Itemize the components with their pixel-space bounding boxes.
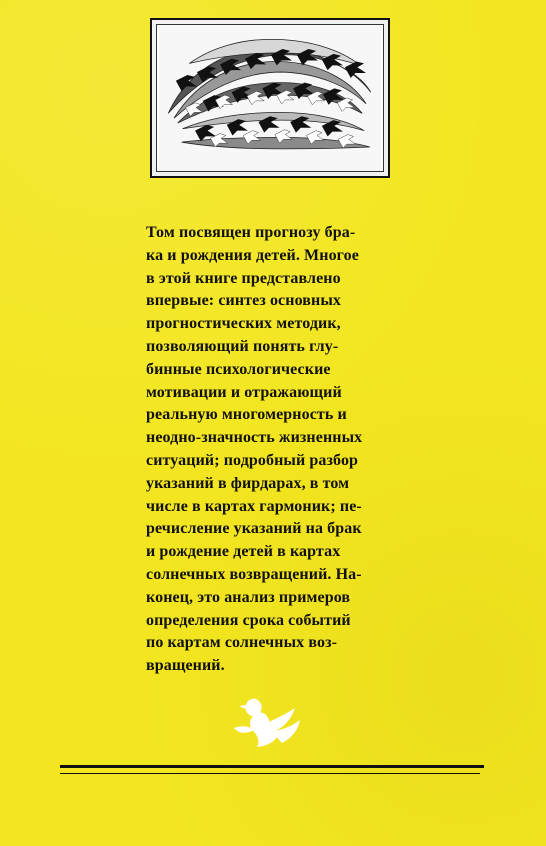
- swan-icon: [228, 693, 306, 751]
- description-line-3: в этой книге представлено: [146, 269, 341, 287]
- description-line-15: и рождение детей в картах: [146, 543, 341, 561]
- description-line-7: бинные психологические: [146, 360, 331, 378]
- description-line-12: указаний в фирдарах, в том: [146, 474, 350, 492]
- tessellation-illustration: [156, 24, 384, 172]
- bottom-rule-thick: [60, 765, 484, 768]
- description-line-16: солнечных возвращений. На-: [146, 565, 362, 583]
- description-line-2: ка и рождения детей. Многое: [146, 246, 359, 264]
- description-line-11: ситуаций; подробный разбор: [146, 451, 359, 469]
- description-line-19: по картам солнечных воз-: [146, 634, 338, 652]
- description-line-1: Том посвящен прогнозу бра-: [146, 224, 356, 241]
- cover-illustration-frame: [150, 18, 390, 178]
- description-line-13: числе в картах гармоник; пе-: [146, 497, 362, 515]
- description-line-20: вращений.: [146, 657, 225, 675]
- description-line-18: определения срока событий: [146, 611, 351, 629]
- description-line-14: речисление указаний на брак: [146, 520, 362, 538]
- description-line-4: впервые: синтез основных: [146, 292, 342, 310]
- description-line-17: конец, это анализ примеров: [146, 588, 351, 606]
- description-line-8: мотивации и отражающий: [146, 383, 342, 401]
- description-line-10: неодно-значность жизненных: [146, 429, 363, 447]
- bottom-rule-thin: [60, 773, 480, 774]
- description-line-5: прогностических методик,: [146, 315, 341, 333]
- description-line-6: позволяющий понять глу-: [146, 337, 339, 355]
- description-line-9: реальную многомерность и: [146, 406, 347, 424]
- book-description: [146, 222, 394, 678]
